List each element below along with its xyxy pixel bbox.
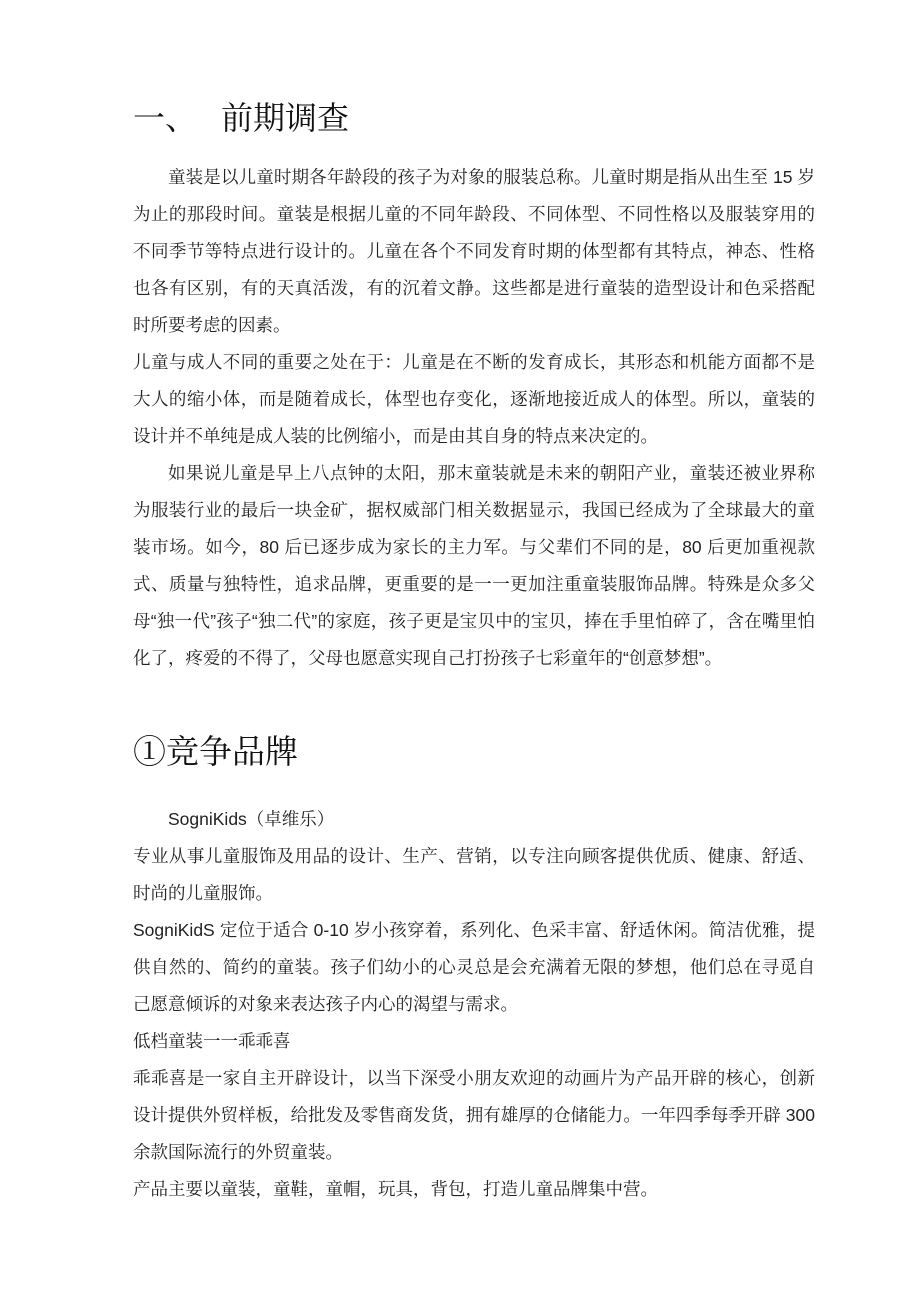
brand-guaiguaixi-title: 低档童装一一乖乖喜 bbox=[133, 1031, 291, 1051]
heading-1-number: 一、 bbox=[133, 100, 198, 136]
brand-sognikids-positioning: SogniKidS 定位于适合 0-10 岁小孩穿着，系列化、色采丰富、舒适休闲。简洁优雅，提供自然的、简约的童装。孩子们幼小的心灵总是会充满着无限的梦想，他们总在寻觅自己愿意倾诉的对象来表达孩子内心的渴望与需求。 bbox=[133, 920, 815, 1014]
section-heading-1 bbox=[133, 95, 815, 141]
brand-guaiguaixi-description: 乖乖喜是一家自主开辟设计，以当下深受小朋友欢迎的动画片为产品开辟的核心，创新设计提供外贸样板，给批发及零售商发货，拥有雄厚的仓储能力。一年四季每季开辟 300 余款国际流行的外贸童装。 bbox=[133, 1068, 815, 1162]
brand-sognikids-description: 专业从事儿童服饰及用品的设计、生产、营销，以专注向顾客提供优质、健康、舒适、时尚的儿童服饰。 bbox=[133, 846, 815, 903]
section-heading-2-competing-brands: ①竞争品牌 bbox=[133, 733, 298, 770]
heading-1-title: 前期调查 bbox=[221, 100, 350, 136]
paragraph-child-vs-adult: 儿童与成人不同的重要之处在于：儿童是在不断的发育成长，其形态和机能方面都不是大人的缩小体，而是随着成长，体型也存变化，逐渐地接近成人的体型。所以，童装的设计并不单纯是成人装的比例缩小，而是由其自身的特点来决定的。 bbox=[133, 352, 815, 446]
paragraph-childwear-definition: 童装是以儿童时期各年龄段的孩子为对象的服装总称。儿童时期是指从出生至 15 岁为止的那段时间。童装是根据儿童的不同年龄段、不同体型、不同性格以及服装穿用的不同季节等特点进行设计的。儿童在各个不同发育时期的体型都有其特点，神态、性格也各有区别，有的天真活泼，有的沉着文静。这些都是进行童装的造型设计和色采搭配时所要考虑的因素。 bbox=[133, 167, 815, 335]
paragraph-market-outlook: 如果说儿童是早上八点钟的太阳，那末童装就是未来的朝阳产业，童装还被业界称为服装行业的最后一块金矿，据权威部门相关数据显示，我国已经成为了全球最大的童装市场。如今，80 后已逐步成为家长的主力军。与父辈们不同的是，80 后更加重视款式、质量与独特性，追求品牌，更重要的是一一更加注重童装服饰品牌。特殊是众多父母“独一代”孩子“独二代”的家庭，孩子更是宝贝中的宝贝，捧在手里怕碎了，含在嘴里怕化了，疼爱的不得了，父母也愿意实现自己打扮孩子七彩童年的“创意梦想”。 bbox=[133, 463, 815, 668]
brand-guaiguaixi-products: 产品主要以童装，童鞋，童帽，玩具，背包，打造儿童品牌集中营。 bbox=[133, 1179, 658, 1199]
brand-sognikids-title: SogniKids（卓维乐） bbox=[168, 809, 335, 829]
